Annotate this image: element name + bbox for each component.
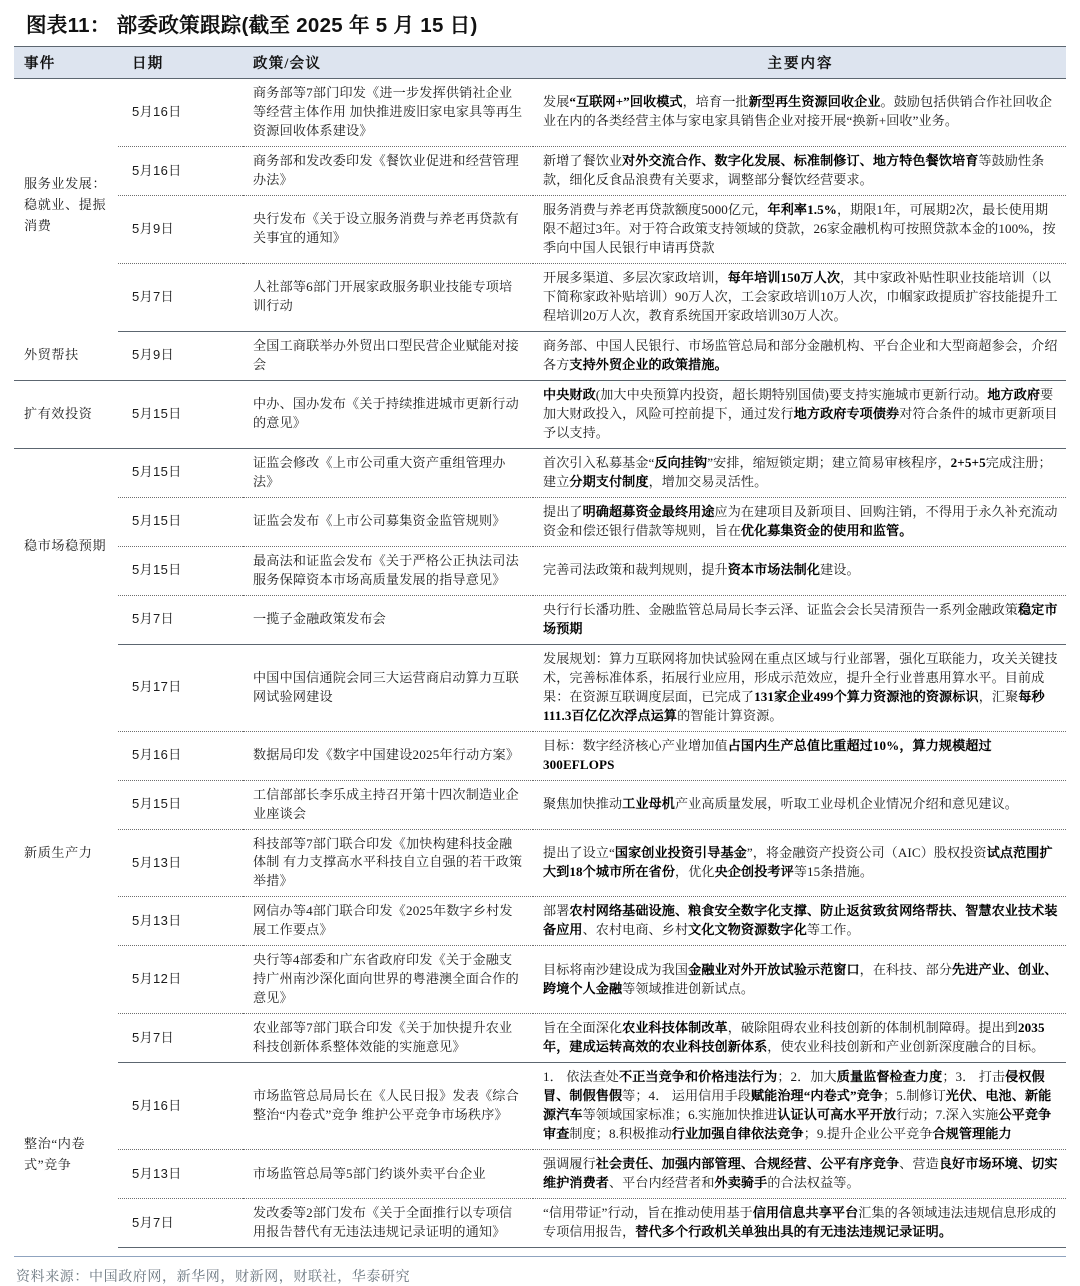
table-row [14, 946, 1066, 1014]
row-date: 5月16日 [118, 79, 243, 147]
table-row [14, 644, 1066, 731]
row-date: 5月12日 [118, 946, 243, 1014]
row-policy-document: 科技部等7部门联合印发《加快构建科技金融体制 有力支撑高水平科技自立自强的若干政策举措》 [243, 829, 533, 897]
policy-table [14, 46, 1066, 1248]
event-group-label: 稳市场稳预期 [24, 537, 107, 553]
table-row [14, 780, 1066, 829]
row-main-content: 提出了明确超募资金最终用途应为在建项目及新项目、回购注销，不得用于永久补充流动资金和偿还银行借款等规则，旨在优化募集资金的使用和监管。 [533, 497, 1066, 546]
row-main-content: 完善司法政策和裁判规则，提升资本市场法制化建设。 [533, 546, 1066, 595]
row-policy-document: 央行发布《关于设立服务消费与养老再贷款有关事宜的通知》 [243, 195, 533, 263]
row-policy-document: 一揽子金融政策发布会 [243, 595, 533, 644]
row-policy-document: 市场监管总局局长在《人民日报》发表《综合整治“内卷式”竞争 维护公平竞争市场秩序》 [243, 1063, 533, 1150]
row-policy-document: 最高法和证监会发布《关于严格公正执法司法 服务保障资本市场高质量发展的指导意见》 [243, 546, 533, 595]
table-row [14, 595, 1066, 644]
table-row [14, 1063, 1066, 1150]
table-row [14, 731, 1066, 780]
row-date: 5月7日 [118, 595, 243, 644]
row-main-content: 提出了设立“国家创业投资引导基金”，将金融资产投资公司（AIC）股权投资试点范围扩大到18个城市所在省份，优化央企创投考评等15条措施。 [533, 829, 1066, 897]
row-policy-document: 工信部部长李乐成主持召开第十四次制造业企业座谈会 [243, 780, 533, 829]
row-date: 5月7日 [118, 1199, 243, 1248]
row-date: 5月15日 [118, 448, 243, 497]
row-policy-document: 商务部等7部门印发《进一步发挥供销社企业等经营主体作用 加快推进废旧家电家具等再生资源回收体系建设》 [243, 79, 533, 147]
table-row [14, 448, 1066, 497]
row-date: 5月17日 [118, 644, 243, 731]
row-date: 5月15日 [118, 780, 243, 829]
row-policy-document: 央行等4部委和广东省政府印发《关于金融支持广州南沙深化面向世界的粤港澳全面合作的意见》 [243, 946, 533, 1014]
table-row [14, 1014, 1066, 1063]
row-main-content: 商务部、中国人民银行、市场监管总局和部分金融机构、平台企业和大型商超参会，介绍各方支持外贸企业的政策措施。 [533, 331, 1066, 380]
table-row [14, 331, 1066, 380]
column-header-event: 事件 [14, 47, 118, 79]
event-group-label: 服务业发展：稳就业、提振消费 [24, 175, 107, 233]
row-date: 5月15日 [118, 546, 243, 595]
table-row [14, 546, 1066, 595]
row-date: 5月15日 [118, 497, 243, 546]
column-header-date: 日期 [118, 47, 243, 79]
event-group-label: 外贸帮扶 [14, 331, 118, 380]
table-row [14, 146, 1066, 195]
event-group-label: 新质生产力 [24, 845, 93, 861]
table-row [14, 79, 1066, 147]
row-main-content: 开展多渠道、多层次家政培训，每年培训150万人次，其中家政补贴性职业技能培训（以下简称家政补贴培训）90万人次，工会家政培训10万人次，巾帼家政提质扩容技能提升工程培训20万人次，教育系统国开家政培训30万人次。 [533, 263, 1066, 331]
row-policy-document: 证监会发布《上市公司募集资金监管规则》 [243, 497, 533, 546]
source-note: 资料来源：中国政府网，新华网，财新网，财联社，华泰研究 [16, 1270, 411, 1286]
row-date: 5月16日 [118, 146, 243, 195]
row-policy-document: 数据局印发《数字中国建设2025年行动方案》 [243, 731, 533, 780]
table-row [14, 1150, 1066, 1199]
row-main-content: 旨在全面深化农业科技体制改革，破除阻碍农业科技创新的体制机制障碍。提出到2035年，建成运转高效的农业科技创新体系，使农业科技创新和产业创新深度融合的目标。 [533, 1014, 1066, 1063]
row-policy-document: 发改委等2部门发布《关于全面推行以专项信用报告替代有无违法违规记录证明的通知》 [243, 1199, 533, 1248]
column-header-doc: 政策/会议 [243, 47, 533, 79]
row-main-content: 聚焦加快推动工业母机产业高质量发展，听取工业母机企业情况介绍和意见建议。 [533, 780, 1066, 829]
table-row [14, 380, 1066, 448]
row-main-content: 部署农村网络基础设施、粮食安全数字化支撑、防止返贫致贫网络帮扶、智慧农业技术装备应用、农村电商、乡村文化文物资源数字化等工作。 [533, 897, 1066, 946]
row-date: 5月7日 [118, 1014, 243, 1063]
row-policy-document: 网信办等4部门联合印发《2025年数字乡村发展工作要点》 [243, 897, 533, 946]
table-body [14, 79, 1066, 1248]
row-main-content: 发展规划：算力互联网将加快试验网在重点区域与行业部署，强化互联能力，攻关关键技术，完善标准体系，拓展行业应用，形成示范效应，提升全行业普惠用算水平。目前成果：在资源互联调度层面，已完成了131家企业499个算力资源池的资源标识，汇聚每秒111.3百亿亿次浮点运算的智能计算资源。 [533, 644, 1066, 731]
row-main-content: 央行行长潘功胜、金融监管总局局长李云泽、证监会会长吴清预告一系列金融政策稳定市场预期 [533, 595, 1066, 644]
table-row [14, 263, 1066, 331]
table-row [14, 497, 1066, 546]
header-row [14, 47, 1066, 79]
row-policy-document: 证监会修改《上市公司重大资产重组管理办法》 [243, 448, 533, 497]
table-row [14, 195, 1066, 263]
row-main-content: “信用带证”行动，旨在推动使用基于信用信息共享平台汇集的各领域违法违规信息形成的专项信用报告，替代多个行政机关单独出具的有无违法违规记录证明。 [533, 1199, 1066, 1248]
row-main-content: 服务消费与养老再贷款额度5000亿元，年利率1.5%，期限1年，可展期2次，最长使用期限不超过3年。对于符合政策支持领域的贷款，26家金融机构可按照贷款本金的100%，按季向中国人民银行申请再贷款 [533, 195, 1066, 263]
row-main-content: 目标将南沙建设成为我国金融业对外开放试验示范窗口，在科技、部分先进产业、创业、跨境个人金融等领域推进创新试点。 [533, 946, 1066, 1014]
table-row [14, 1199, 1066, 1248]
row-main-content: 新增了餐饮业对外交流合作、数字化发展、标准制修订、地方特色餐饮培育等鼓励性条款，细化反食品浪费有关要求，调整部分餐饮经营要求。 [533, 146, 1066, 195]
row-policy-document: 商务部和发改委印发《餐饮业促进和经营管理办法》 [243, 146, 533, 195]
row-date: 5月13日 [118, 897, 243, 946]
event-group-label: 扩有效投资 [14, 380, 118, 448]
row-date: 5月16日 [118, 1063, 243, 1150]
page-title: 图表11： 部委政策跟踪(截至 2025 年 5 月 15 日) [26, 14, 478, 37]
row-date: 5月16日 [118, 731, 243, 780]
row-main-content: 首次引入私募基金“反向挂钩”安排，缩短锁定期；建立简易审核程序，2+5+5完成注册；建立分期支付制度，增加交易灵活性。 [533, 448, 1066, 497]
row-date: 5月13日 [118, 829, 243, 897]
table-row [14, 829, 1066, 897]
row-main-content: 中央财政(加大中央预算内投资，超长期特别国债)要支持实施城市更新行动。地方政府要加大财政投入，风险可控前提下，通过发行地方政府专项债券对符合条件的城市更新项目予以支持。 [533, 380, 1066, 448]
row-date: 5月7日 [118, 263, 243, 331]
row-date: 5月9日 [118, 195, 243, 263]
table-header [14, 47, 1066, 79]
row-policy-document: 人社部等6部门开展家政服务职业技能专项培训行动 [243, 263, 533, 331]
table-row [14, 897, 1066, 946]
row-main-content: 1． 依法查处不正当竞争和价格违法行为；2．加大质量监督检查力度；3． 打击侵权假冒、制假售假等；4． 运用信用手段赋能治理“内卷式”竞争；5.制修订光伏、电池、新能源汽车等领域国家标准；6.实施加快推进认证认可高水平开放行动；7.深入实施公平竞争审查制度；8.积极推动行业加强自律依法竞争；9.提升企业公平竞争合规管理能力 [533, 1063, 1066, 1150]
row-main-content: 强调履行社会责任、加强内部管理、合规经营、公平有序竞争、营造良好市场环境、切实维护消费者、平台内经营者和外卖骑手的合法权益等。 [533, 1150, 1066, 1199]
event-group-label: 整治“内卷式”竞争 [24, 1136, 86, 1173]
row-date: 5月15日 [118, 380, 243, 448]
row-policy-document: 市场监管总局等5部门约谈外卖平台企业 [243, 1150, 533, 1199]
row-date: 5月13日 [118, 1150, 243, 1199]
row-policy-document: 中办、国办发布《关于持续推进城市更新行动的意见》 [243, 380, 533, 448]
column-header-main: 主要内容 [533, 47, 1066, 79]
row-policy-document: 农业部等7部门联合印发《关于加快提升农业科技创新体系整体效能的实施意见》 [243, 1014, 533, 1063]
row-policy-document: 中国中国信通院会同三大运营商启动算力互联网试验网建设 [243, 644, 533, 731]
row-policy-document: 全国工商联举办外贸出口型民营企业赋能对接会 [243, 331, 533, 380]
row-main-content: 目标：数字经济核心产业增加值占国内生产总值比重超过10%，算力规模超过300EFLOPS [533, 731, 1066, 780]
row-main-content: 发展“互联网+”回收模式，培育一批新型再生资源回收企业。鼓励包括供销合作社回收企业在内的各类经营主体与家电家具销售企业对接开展“换新+回收”业务。 [533, 79, 1066, 147]
row-date: 5月9日 [118, 331, 243, 380]
